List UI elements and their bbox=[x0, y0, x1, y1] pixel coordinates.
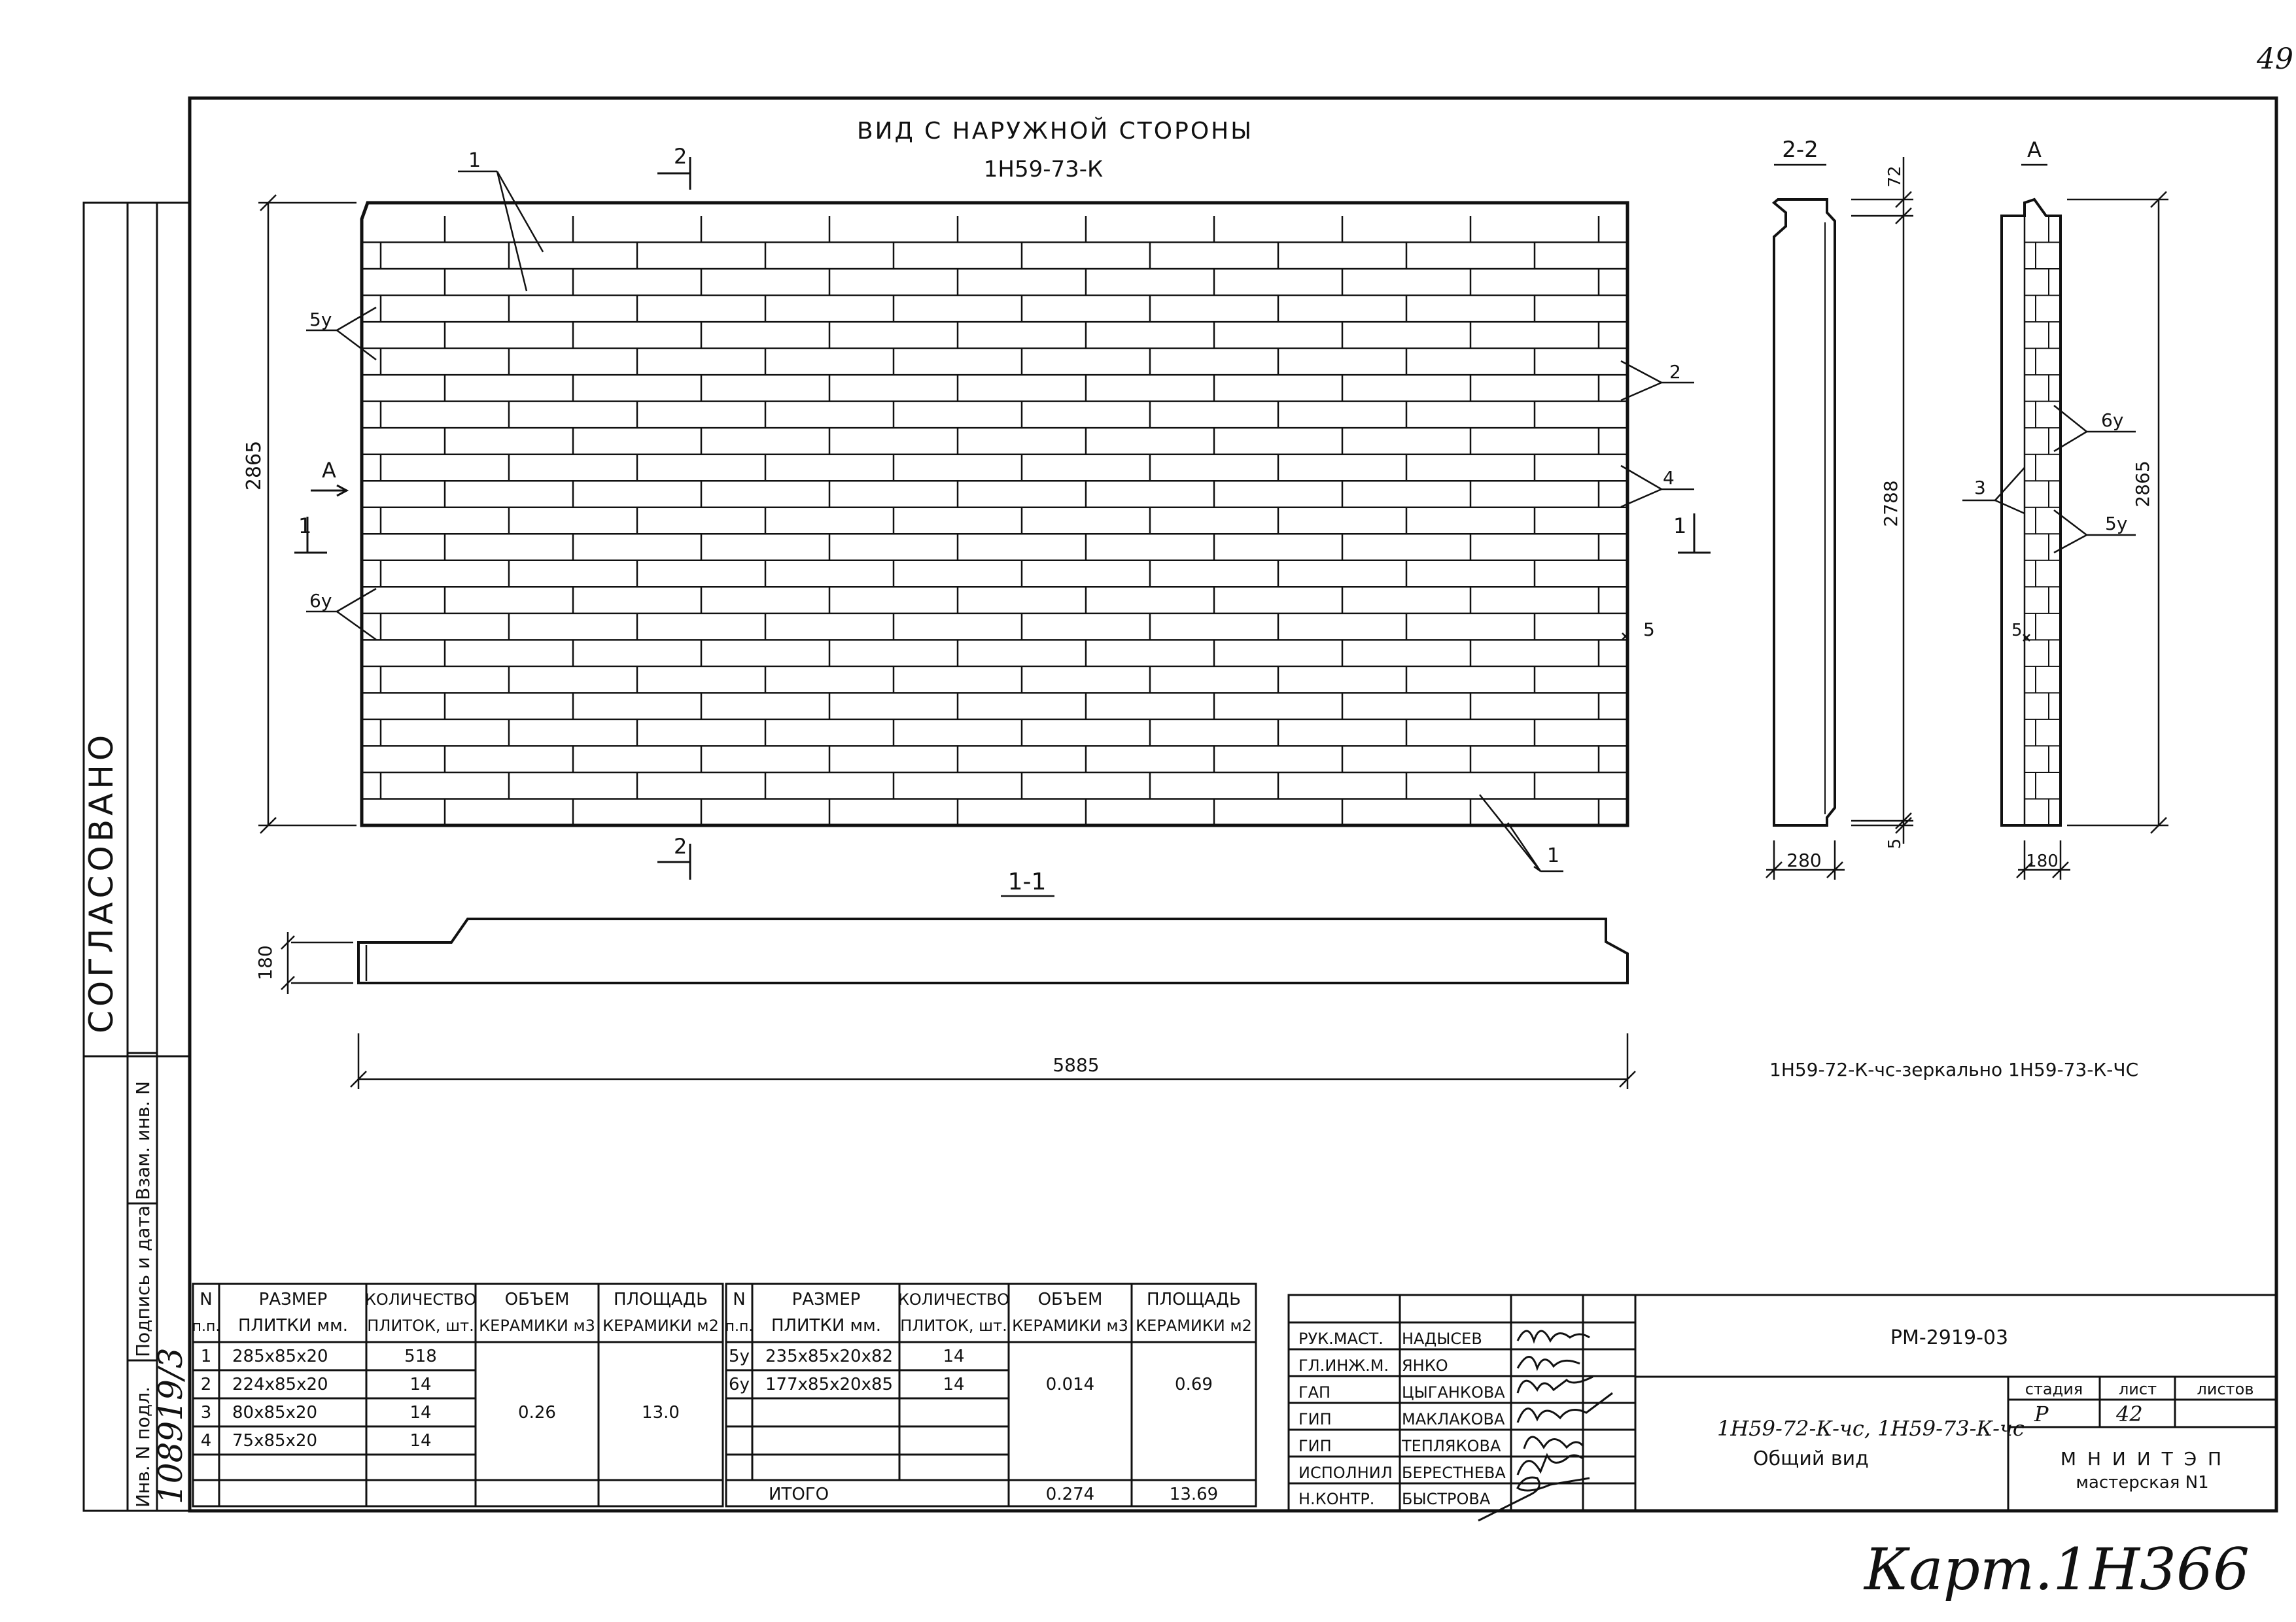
svg-text:КЕРАМИКИ м2: КЕРАМИКИ м2 bbox=[1136, 1317, 1252, 1335]
cut-2-top-label: 2 bbox=[674, 144, 687, 169]
sheet-label: лист bbox=[2118, 1380, 2157, 1398]
sheet-value: 42 bbox=[2116, 1402, 2143, 1426]
svg-text:177x85x20x85: 177x85x20x85 bbox=[765, 1375, 894, 1394]
view-a-brick-pattern bbox=[2025, 216, 2061, 825]
svg-text:80x85x20: 80x85x20 bbox=[232, 1403, 318, 1423]
main-subtitle: 1Н59-73-К bbox=[983, 156, 1104, 182]
dim-view-a-height-value: 2865 bbox=[2132, 460, 2153, 508]
cut-1-right-label: 1 bbox=[1673, 513, 1687, 538]
svg-text:1: 1 bbox=[200, 1347, 212, 1366]
svg-text:224x85x20: 224x85x20 bbox=[232, 1375, 328, 1394]
svg-text:ГАП: ГАП bbox=[1298, 1383, 1331, 1402]
svg-text:Н.КОНТР.: Н.КОНТР. bbox=[1298, 1490, 1375, 1508]
cut-2-bottom-label: 2 bbox=[674, 834, 687, 859]
svg-text:ПЛОЩАДЬ: ПЛОЩАДЬ bbox=[614, 1290, 708, 1309]
dim-section-2-2-top: 72 bbox=[1885, 165, 1905, 188]
svg-text:ГИП: ГИП bbox=[1298, 1410, 1332, 1428]
total-label: ИТОГО bbox=[769, 1485, 829, 1504]
total-volume: 0.274 bbox=[1045, 1485, 1095, 1504]
svg-text:ОБЪЕМ: ОБЪЕМ bbox=[504, 1290, 570, 1309]
svg-text:5у: 5у bbox=[729, 1347, 750, 1366]
table-row bbox=[201, 1431, 432, 1451]
section-1-1-shape bbox=[358, 919, 1627, 983]
callout-5y-left: 5у bbox=[309, 309, 332, 330]
svg-text:ПЛОЩАДЬ: ПЛОЩАДЬ bbox=[1147, 1290, 1241, 1309]
svg-text:ОБЪЕМ: ОБЪЕМ bbox=[1037, 1290, 1103, 1309]
doc-code: РМ-2919-03 bbox=[1890, 1326, 2009, 1349]
dim-section-thickness-value: 180 bbox=[254, 945, 276, 980]
svg-text:МАКЛАКОВА: МАКЛАКОВА bbox=[1402, 1410, 1505, 1428]
svg-text:3: 3 bbox=[200, 1403, 212, 1423]
svg-text:ТЕПЛЯКОВА: ТЕПЛЯКОВА bbox=[1402, 1437, 1501, 1455]
svg-text:14: 14 bbox=[409, 1375, 432, 1394]
dim-view-a-width-value: 180 bbox=[2026, 852, 2059, 871]
svg-text:14: 14 bbox=[943, 1375, 965, 1394]
svg-text:285x85x20: 285x85x20 bbox=[232, 1347, 328, 1366]
table2-volume: 0.014 bbox=[1045, 1375, 1095, 1394]
cut-a-label: А bbox=[322, 458, 336, 483]
cut-1-left-label: 1 bbox=[298, 513, 312, 538]
svg-text:ПЛИТОК, шт.: ПЛИТОК, шт. bbox=[900, 1317, 1007, 1335]
svg-text:518: 518 bbox=[404, 1347, 437, 1366]
total-area: 13.69 bbox=[1169, 1485, 1219, 1504]
table-row bbox=[201, 1403, 432, 1423]
svg-text:РАЗМЕР: РАЗМЕР bbox=[258, 1290, 328, 1309]
svg-text:РАЗМЕР: РАЗМЕР bbox=[791, 1290, 861, 1309]
svg-text:ГЛ.ИНЖ.М.: ГЛ.ИНЖ.М. bbox=[1298, 1356, 1389, 1375]
view-a-callout-5: 5 bbox=[2011, 621, 2023, 640]
svg-text:КЕРАМИКИ м3: КЕРАМИКИ м3 bbox=[1012, 1317, 1128, 1335]
mirror-note: 1Н59-72-К-чс-зеркально 1Н59-73-К-ЧС bbox=[1769, 1059, 2139, 1080]
svg-text:ЯНКО: ЯНКО bbox=[1402, 1356, 1448, 1375]
svg-text:БЕРЕСТНЕВА: БЕРЕСТНЕВА bbox=[1402, 1464, 1506, 1482]
table-row bbox=[729, 1375, 965, 1394]
section-1-1-label: 1-1 bbox=[1007, 869, 1047, 895]
svg-text:НАДЫСЕВ: НАДЫСЕВ bbox=[1402, 1330, 1482, 1348]
inv-podl-label: Инв. N подл. bbox=[132, 1387, 154, 1508]
handwritten-inv-number: 108919/3 bbox=[152, 1347, 190, 1504]
callout-1-top: 1 bbox=[468, 149, 481, 172]
dim-section-2-2-bottom: 5 bbox=[1885, 838, 1905, 850]
svg-text:БЫСТРОВА: БЫСТРОВА bbox=[1402, 1490, 1491, 1508]
svg-text:2: 2 bbox=[200, 1375, 212, 1394]
sign-date-label: Подпись и дата bbox=[132, 1205, 154, 1357]
drawing-title: 1Н59-72-К-чс, 1Н59-73-К-чс bbox=[1717, 1416, 2025, 1441]
svg-text:п.п.: п.п. bbox=[192, 1319, 220, 1335]
spec-table-1-headers bbox=[192, 1290, 719, 1336]
svg-text:КОЛИЧЕСТВО: КОЛИЧЕСТВО bbox=[897, 1290, 1010, 1309]
vzam-inv-label: Взам. инв. N bbox=[132, 1081, 154, 1200]
table1-area: 13.0 bbox=[642, 1403, 680, 1423]
svg-text:N: N bbox=[733, 1290, 746, 1309]
svg-text:235x85x20x82: 235x85x20x82 bbox=[765, 1347, 894, 1366]
table-row bbox=[729, 1347, 965, 1366]
page-number: 49 bbox=[2257, 43, 2293, 76]
svg-text:14: 14 bbox=[409, 1431, 432, 1451]
table1-volume: 0.26 bbox=[518, 1403, 556, 1423]
main-title: ВИД С НАРУЖНОЙ СТОРОНЫ bbox=[856, 118, 1254, 145]
svg-text:4: 4 bbox=[200, 1431, 212, 1451]
svg-text:КОЛИЧЕСТВО: КОЛИЧЕСТВО bbox=[364, 1290, 477, 1309]
brick-pattern bbox=[362, 216, 1627, 825]
dim-panel-height-value: 2865 bbox=[243, 440, 266, 491]
dim-section-thickness bbox=[281, 932, 353, 994]
table-row bbox=[201, 1375, 432, 1394]
spec-table-2-headers bbox=[725, 1290, 1252, 1336]
svg-text:КЕРАМИКИ м2: КЕРАМИКИ м2 bbox=[602, 1317, 719, 1335]
dim-section-2-2-height-value: 2788 bbox=[1880, 480, 1902, 527]
dim-panel-length bbox=[351, 1033, 1635, 1089]
view-a-callout-3: 3 bbox=[1974, 477, 1986, 498]
handwritten-archive-number: Карт.1Н366 bbox=[1864, 1536, 2250, 1603]
svg-text:14: 14 bbox=[943, 1347, 965, 1366]
table2-area: 0.69 bbox=[1175, 1375, 1213, 1394]
org-name: М Н И И Т Э П bbox=[2060, 1448, 2225, 1470]
section-2-2-label: 2-2 bbox=[1782, 137, 1818, 163]
svg-text:ПЛИТКИ мм.: ПЛИТКИ мм. bbox=[237, 1316, 349, 1336]
stage-value: Р bbox=[2034, 1402, 2049, 1426]
callout-1-bottom: 1 bbox=[1547, 844, 1560, 867]
title-block-roles bbox=[1298, 1330, 1506, 1508]
callout-4-right: 4 bbox=[1663, 467, 1675, 489]
agreed-label: СОГЛАСОВАНО bbox=[82, 731, 120, 1033]
svg-text:РУК.МАСТ.: РУК.МАСТ. bbox=[1298, 1330, 1383, 1348]
view-a-callout-6y: 6у bbox=[2101, 409, 2124, 431]
callout-5-right: 5 bbox=[1643, 619, 1655, 640]
view-a-label: А bbox=[2027, 137, 2042, 162]
leader-lines bbox=[306, 171, 1694, 871]
svg-text:ГИП: ГИП bbox=[1298, 1437, 1332, 1455]
callout-2-right: 2 bbox=[1669, 361, 1681, 383]
svg-text:ПЛИТОК, шт.: ПЛИТОК, шт. bbox=[367, 1317, 474, 1335]
view-a-callout-5y: 5у bbox=[2105, 513, 2128, 534]
section-2-2-shape bbox=[1774, 199, 1835, 825]
svg-text:ПЛИТКИ мм.: ПЛИТКИ мм. bbox=[771, 1316, 882, 1336]
svg-text:п.п.: п.п. bbox=[725, 1319, 754, 1335]
svg-text:14: 14 bbox=[409, 1403, 432, 1423]
callout-6y-left: 6у bbox=[309, 590, 332, 612]
dim-section-2-2-width-value: 280 bbox=[1786, 850, 1822, 871]
stage-label: стадия bbox=[2025, 1380, 2083, 1398]
svg-text:ИСПОЛНИЛ: ИСПОЛНИЛ bbox=[1298, 1464, 1393, 1482]
svg-text:75x85x20: 75x85x20 bbox=[232, 1431, 318, 1451]
dim-panel-length-value: 5885 bbox=[1052, 1054, 1100, 1076]
svg-text:6у: 6у bbox=[729, 1375, 750, 1394]
view-a-shape bbox=[2002, 199, 2061, 825]
org-sub: мастерская N1 bbox=[2076, 1473, 2209, 1493]
cut-markers bbox=[294, 157, 1711, 880]
svg-text:ЦЫГАНКОВА: ЦЫГАНКОВА bbox=[1402, 1383, 1505, 1402]
sheets-label: листов bbox=[2197, 1380, 2254, 1398]
svg-text:N: N bbox=[200, 1290, 213, 1309]
table-row bbox=[201, 1347, 437, 1366]
drawing-subtitle: Общий вид bbox=[1753, 1447, 1869, 1470]
svg-text:КЕРАМИКИ м3: КЕРАМИКИ м3 bbox=[479, 1317, 595, 1335]
